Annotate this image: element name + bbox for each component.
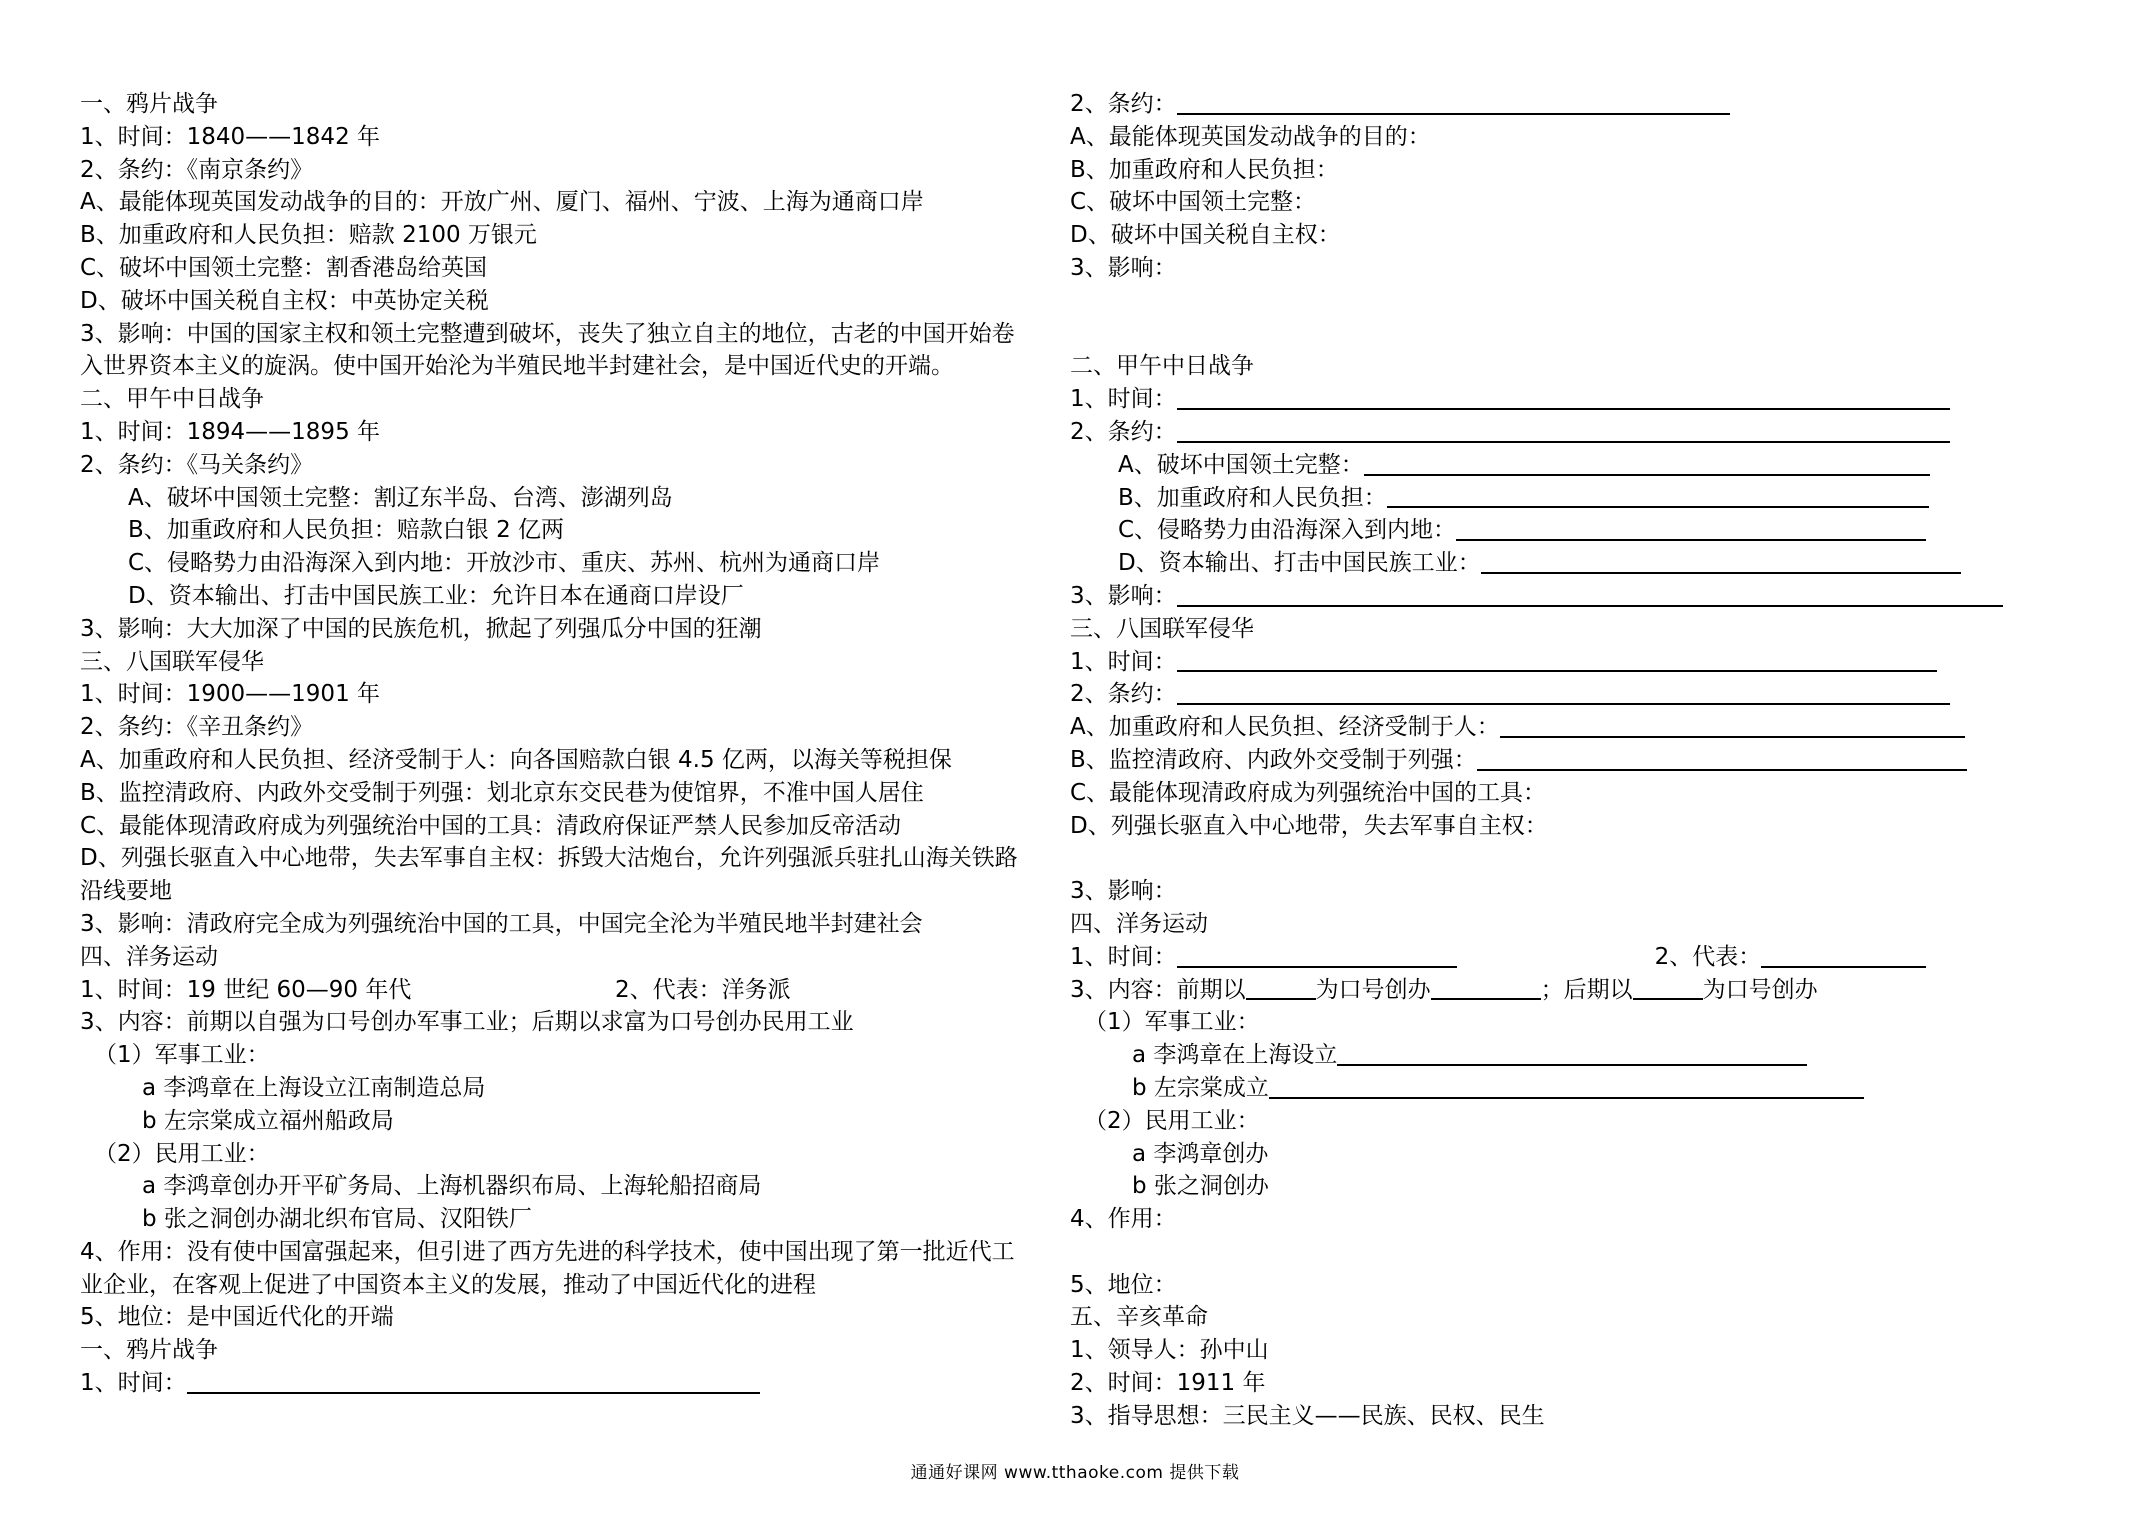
eight-nation-point-a: A、加重政府和人民负担、经济受制于人：向各国赔款白银 4.5 亿两，以海关等税担保 <box>80 746 952 773</box>
exercise-label: 2、条约： <box>1070 418 1177 445</box>
eight-nation-point-d: D、列强长驱直入中心地带，失去军事自主权：拆毁大沽炮台，允许列强派兵驻扎山海关铁路沿线要地 <box>80 845 1018 905</box>
exercise-label: C、侵略势力由沿海深入到内地： <box>1118 517 1457 544</box>
exercise-label: b 张之洞创办 <box>1132 1173 1269 1200</box>
jiawu-war-treaty: 2、条约：《马关条约》 <box>80 451 314 478</box>
exercise-row-jiawu-d <box>1070 547 2080 580</box>
exercise-label: 2、条约： <box>1070 681 1177 708</box>
self-strengthening-effect: 4、作用：没有使中国富强起来，但引进了西方先进的科学技术，使中国出现了第一批近代工业企业，在客观上促进了中国资本主义的发展，推动了中国近代化的进程 <box>80 1238 1015 1298</box>
exercise-row-military-b <box>1070 1072 2080 1105</box>
eight-nation-treaty: 2、条约：《辛丑条约》 <box>80 714 314 741</box>
exercise-label: 1、时间： <box>80 1370 187 1397</box>
exercise-row-opium-time <box>80 1367 1035 1400</box>
exercise-label: A、破坏中国领土完整： <box>1118 451 1364 478</box>
exercise-row-blank <box>1070 285 2080 318</box>
xinhai-leader: 1、领导人：孙中山 <box>1070 1337 1269 1364</box>
answer-blank[interactable] <box>1269 1075 1864 1099</box>
section-heading-eight-nation: 三、八国联军侵华 <box>80 648 264 675</box>
answer-blank[interactable] <box>1500 714 1965 738</box>
section-heading-self-strengthening: 四、洋务运动 <box>80 943 218 970</box>
exercise-label: 3、影响： <box>1070 582 1177 609</box>
opium-war-time: 1、时间：1840——1842 年 <box>80 123 381 150</box>
civil-industry-heading: （2）民用工业： <box>94 1140 270 1167</box>
answer-blank[interactable] <box>1177 648 1937 672</box>
opium-war-impact: 3、影响：中国的国家主权和领土完整遭到破坏，丧失了独立自主的地位，古老的中国开始卷入世界资本主义的旋涡。使中国开始沦为半殖民地半封建社会，是中国近代史的开端。 <box>80 320 1015 380</box>
exercise-row-blank <box>1070 318 2080 351</box>
xinhai-time: 2、时间：1911 年 <box>1070 1370 1266 1397</box>
exercise-row-baguo-impact <box>1070 875 2080 908</box>
exercise-label: C、最能体现清政府成为列强统治中国的工具： <box>1070 779 1547 806</box>
exercise-row-b <box>1070 154 2080 187</box>
exercise-row-blank <box>1070 842 2080 875</box>
exercise-row-civil-a <box>1070 1138 2080 1171</box>
eight-nation-time: 1、时间：1900——1901 年 <box>80 681 381 708</box>
section-heading-xinhai-revolution: 五、辛亥革命 <box>1070 1304 1208 1331</box>
exercise-row-baguo-c <box>1070 777 2080 810</box>
eight-nation-point-b: B、监控清政府、内政外交受制于列强：划北京东交民巷为使馆界，不准中国人居住 <box>80 779 924 806</box>
exercise-label: D、列强长驱直入中心地带，失去军事自主权： <box>1070 812 1548 839</box>
opium-war-treaty: 2、条约：《南京条约》 <box>80 156 314 183</box>
eight-nation-point-c: C、最能体现清政府成为列强统治中国的工具：清政府保证严禁人民参加反帝活动 <box>80 812 902 839</box>
exercise-row-yangwu-time-rep <box>1070 941 2080 974</box>
exercise-row-civil-b <box>1070 1170 2080 1203</box>
answer-blank[interactable] <box>1177 681 1950 705</box>
civil-industry-item-b: b 张之洞创办湖北织布官局、汉阳铁厂 <box>142 1206 532 1233</box>
answer-blank[interactable] <box>1633 976 1703 1000</box>
answer-blank[interactable] <box>1761 944 1926 968</box>
answer-blank[interactable] <box>1477 747 1967 771</box>
exercise-row-yangwu-effect <box>1070 1203 2080 1236</box>
exercise-label: 为口号创办 <box>1702 976 1818 1003</box>
exercise-row-baguo-d <box>1070 810 2080 843</box>
self-strengthening-time: 1、时间：19 世纪 60—90 年代 <box>80 976 412 1003</box>
exercise-label: 5、地位： <box>1070 1271 1177 1298</box>
section-heading-opium-war: 一、鸦片战争 <box>80 91 218 117</box>
answer-blank[interactable] <box>1177 944 1457 968</box>
exercise-row-c <box>1070 186 2080 219</box>
exercise-row-baguo-b <box>1070 744 2080 777</box>
exercise-label: B、加重政府和人民负担： <box>1118 484 1387 511</box>
exercise-row-yangwu-content <box>1070 974 2080 1007</box>
eight-nation-impact: 3、影响：清政府完全成为列强统治中国的工具，中国完全沦为半殖民地半封建社会 <box>80 910 923 937</box>
section-heading-self-strengthening-exercise: 四、洋务运动 <box>1070 910 1208 937</box>
answer-blank[interactable] <box>1481 550 1961 574</box>
exercise-label: B、加重政府和人民负担： <box>1070 156 1339 183</box>
exercise-row-baguo-treaty <box>1070 678 2080 711</box>
answer-blank[interactable] <box>1364 452 1930 476</box>
jiawu-war-point-d: D、资本输出、打击中国民族工业：允许日本在通商口岸设厂 <box>128 582 744 609</box>
answer-blank[interactable] <box>1177 583 2003 607</box>
civil-industry-item-a: a 李鸿章创办开平矿务局、上海机器织布局、上海轮船招商局 <box>142 1173 762 1200</box>
exercise-row-jiawu-impact <box>1070 580 2080 613</box>
section-heading-opium-war-exercise: 一、鸦片战争 <box>80 1337 218 1364</box>
exercise-label: A、最能体现英国发动战争的目的： <box>1070 123 1431 150</box>
self-strengthening-status: 5、地位：是中国近代化的开端 <box>80 1304 394 1331</box>
jiawu-war-point-b: B、加重政府和人民负担：赔款白银 2 亿两 <box>128 517 565 544</box>
exercise-label: 2、条约： <box>1070 91 1177 117</box>
exercise-label: 3、影响： <box>1070 254 1177 281</box>
answer-column <box>80 88 1035 1400</box>
exercise-row-jiawu-b <box>1070 482 2080 515</box>
exercise-row-jiawu-time <box>1070 383 2080 416</box>
exercise-label: D、破坏中国关税自主权： <box>1070 222 1341 249</box>
exercise-label: 为口号创办 <box>1315 976 1431 1003</box>
jiawu-war-point-c: C、侵略势力由沿海深入到内地：开放沙市、重庆、苏州、杭州为通商口岸 <box>128 550 881 577</box>
jiawu-war-point-a: A、破坏中国领土完整：割辽东半岛、台湾、澎湖列岛 <box>128 484 673 511</box>
opium-war-point-b: B、加重政府和人民负担：赔款 2100 万银元 <box>80 222 537 249</box>
self-strengthening-content: 3、内容：前期以自强为口号创办军事工业；后期以求富为口号创办民用工业 <box>80 1009 854 1036</box>
answer-blank[interactable] <box>1177 386 1950 410</box>
section-heading-eight-nation-exercise: 三、八国联军侵华 <box>1070 615 1254 642</box>
jiawu-war-time: 1、时间：1894——1895 年 <box>80 418 381 445</box>
jiawu-war-impact: 3、影响：大大加深了中国的民族危机，掀起了列强瓜分中国的狂潮 <box>80 615 762 642</box>
answer-blank[interactable] <box>1387 484 1929 508</box>
section-heading-jiawu-war: 二、甲午中日战争 <box>80 386 264 413</box>
exercise-label: 1、时间： <box>1070 648 1177 675</box>
exercise-row-yangwu-status <box>1070 1269 2080 1302</box>
answer-blank[interactable] <box>1177 419 1950 443</box>
exercise-label: C、破坏中国领土完整： <box>1070 189 1317 216</box>
exercise-military-industry-heading: （1）军事工业： <box>1084 1009 1260 1036</box>
exercise-row-d <box>1070 219 2080 252</box>
exercise-label: a 李鸿章在上海设立 <box>1132 1042 1338 1069</box>
exercise-row-a <box>1070 121 2080 154</box>
exercise-label: 3、影响： <box>1070 878 1177 905</box>
opium-war-point-d: D、破坏中国关税自主权：中英协定关税 <box>80 287 489 314</box>
exercise-label: 3、内容：前期以 <box>1070 976 1246 1003</box>
exercise-row-jiawu-a <box>1070 449 2080 482</box>
exercise-label: A、加重政府和人民负担、经济受制于人： <box>1070 714 1500 741</box>
exercise-label: B、监控清政府、内政外交受制于列强： <box>1070 746 1477 773</box>
exercise-row-blank <box>1070 1236 2080 1269</box>
answer-blank[interactable] <box>187 1370 760 1394</box>
answer-blank[interactable] <box>1177 91 1730 115</box>
answer-blank[interactable] <box>1246 976 1316 1000</box>
answer-blank[interactable] <box>1456 517 1926 541</box>
section-heading-jiawu-war-exercise: 二、甲午中日战争 <box>1070 353 1254 380</box>
military-industry-item-a: a 李鸿章在上海设立江南制造总局 <box>142 1074 486 1101</box>
exercise-label: 1、时间： <box>1070 386 1177 413</box>
footer-credit: 通通好课网 www.tthaoke.com 提供下载 <box>910 1463 1240 1483</box>
exercise-row-jiawu-treaty <box>1070 416 2080 449</box>
exercise-label: ；后期以 <box>1540 976 1633 1003</box>
xinhai-guiding-idea: 3、指导思想：三民主义——民族、民权、民生 <box>1070 1402 1545 1429</box>
opium-war-point-a: A、最能体现英国发动战争的目的：开放广州、厦门、福州、宁波、上海为通商口岸 <box>80 189 924 216</box>
exercise-label: 2、代表： <box>1654 943 1762 970</box>
exercise-label: a 李鸿章创办 <box>1132 1140 1269 1167</box>
answer-blank[interactable] <box>1337 1042 1807 1066</box>
exercise-label: 4、作用： <box>1070 1206 1177 1233</box>
exercise-civil-industry-heading: （2）民用工业： <box>1084 1107 1260 1134</box>
exercise-column <box>1070 88 2080 1433</box>
exercise-row-impact <box>1070 252 2080 285</box>
exercise-row-baguo-time <box>1070 646 2080 679</box>
opium-war-point-c: C、破坏中国领土完整：割香港岛给英国 <box>80 254 488 281</box>
self-strengthening-time-row <box>80 974 1035 1007</box>
military-industry-item-b: b 左宗棠成立福州船政局 <box>142 1107 394 1134</box>
exercise-label: 1、时间： <box>1070 943 1177 970</box>
exercise-row-treaty <box>1070 88 2080 121</box>
exercise-label: b 左宗棠成立 <box>1132 1074 1269 1101</box>
exercise-row-jiawu-c <box>1070 514 2080 547</box>
answer-blank[interactable] <box>1431 976 1541 1000</box>
self-strengthening-representative: 2、代表：洋务派 <box>615 976 791 1003</box>
military-industry-heading: （1）军事工业： <box>94 1042 270 1069</box>
exercise-label: D、资本输出、打击中国民族工业： <box>1118 550 1481 577</box>
exercise-row-military-a <box>1070 1039 2080 1072</box>
exercise-row-baguo-a <box>1070 711 2080 744</box>
